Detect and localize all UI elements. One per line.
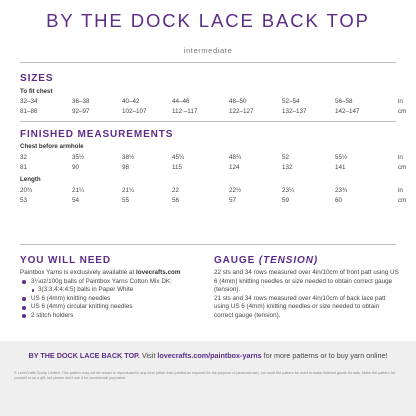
measurement-cell: 38½ <box>122 154 135 161</box>
list-item <box>20 278 210 287</box>
gauge-heading-tension: (TENSION) <box>258 255 319 266</box>
size-cell: 48–50 <box>229 98 247 105</box>
size-cell: 132–137 <box>282 108 307 115</box>
finished-measurements-heading: FINISHED MEASUREMENTS <box>20 129 174 140</box>
measurement-cell: 32 <box>20 154 28 161</box>
size-cell: 32–34 <box>20 98 38 105</box>
size-cell: 102–107 <box>122 108 147 115</box>
gauge-front-text: 22 sts and 34 rows measured over 4in/10cm of front patt using US 6 (4mm) knitting needles or size needed to obtain correct gauge (tension). <box>214 269 399 294</box>
page-title: BY THE DOCK LACE BACK TOP <box>46 10 370 31</box>
measurement-cell: 90 <box>72 164 80 171</box>
unit-cell: cm <box>398 164 407 171</box>
list-item <box>20 286 210 295</box>
size-cell: 40–42 <box>122 98 140 105</box>
sub-bullet-icon <box>32 289 34 291</box>
list-item <box>20 303 210 312</box>
measurement-cell: 115 <box>172 164 183 171</box>
list-item-text: 3¼oz/100g balls of Paintbox Yarns Cotton Mix DK: <box>31 277 172 285</box>
footer-tail-text: for more patterns or to buy yarn online! <box>261 351 388 360</box>
sizes-heading: SIZES <box>20 73 54 84</box>
list-item-text: US 6 (4mm) knitting needles <box>31 294 111 302</box>
measurement-cell: 132 <box>282 164 293 171</box>
measurement-cell: 141 <box>335 164 346 171</box>
size-cell: 92–97 <box>72 108 90 115</box>
length-label: Length <box>20 176 41 183</box>
gauge-heading <box>214 255 400 266</box>
measurement-cell: 59 <box>282 197 290 204</box>
footer-title: BY THE DOCK LACE BACK TOP. <box>28 351 140 360</box>
difficulty-level: intermediate <box>183 46 233 55</box>
to-fit-chest-label: To fit chest <box>20 88 53 95</box>
gauge-heading-text: GAUGE <box>214 255 256 266</box>
length-row-cm <box>20 197 407 206</box>
you-will-need-heading: YOU WILL NEED <box>20 255 111 266</box>
bullet-icon <box>22 306 26 310</box>
list-item <box>20 312 210 321</box>
size-cell: 142–147 <box>335 108 360 115</box>
availability-note <box>20 269 210 278</box>
sizes-row-in <box>20 98 403 107</box>
chest-row-in <box>20 154 403 163</box>
measurement-cell: 52 <box>282 154 290 161</box>
list-item <box>20 295 210 304</box>
materials-list <box>20 278 210 321</box>
size-cell: 36–38 <box>72 98 90 105</box>
measurement-cell: 23¼ <box>282 187 295 194</box>
measurement-cell: 22 <box>172 187 180 194</box>
measurement-cell: 20¾ <box>20 187 33 194</box>
size-cell: 56–58 <box>335 98 353 105</box>
size-cell: 52–54 <box>282 98 300 105</box>
list-item-text: 3(3:3:4:4:4:5) balls in Paper White <box>38 286 134 294</box>
measurement-cell: 53 <box>20 197 28 204</box>
size-cell: 112 –117 <box>172 108 198 115</box>
unit-cell: in <box>398 154 403 161</box>
measurement-cell: 57 <box>229 197 237 204</box>
footer-link[interactable]: lovecrafts.com/paintbox-yarns <box>157 351 262 360</box>
sizes-row-cm <box>20 108 407 117</box>
measurements-divider <box>20 244 396 245</box>
measurement-cell: 81 <box>20 164 28 171</box>
length-row-in <box>20 187 403 196</box>
footer-promo <box>0 351 416 360</box>
measurement-cell: 60 <box>335 197 343 204</box>
size-cell: 44–46 <box>172 98 190 105</box>
title-divider <box>20 62 396 63</box>
list-item-text: 2 stitch holders <box>31 311 74 319</box>
measurement-cell: 21¼ <box>122 187 135 194</box>
footer-visit-text: Visit <box>139 351 158 360</box>
measurement-cell: 98 <box>122 164 130 171</box>
unit-cell: cm <box>398 108 407 115</box>
availability-text: Paintbox Yarns is exclusively available at <box>20 269 136 276</box>
measurement-cell: 124 <box>229 164 240 171</box>
measurement-cell: 54 <box>72 197 80 204</box>
unit-cell: in <box>398 98 403 105</box>
you-will-need-section <box>20 255 210 321</box>
measurement-cell: 45¼ <box>172 154 185 161</box>
chest-before-armhole-label: Chest before armhole <box>20 143 84 150</box>
gauge-back-text: 21 sts and 34 rows measured over 4in/10cm of back lace patt using US 6 (4mm) knitting needles or size needed to obtain correct gauge (tension). <box>214 294 386 319</box>
bullet-icon <box>22 297 26 301</box>
chest-row-cm <box>20 164 407 173</box>
bullet-icon <box>22 314 26 318</box>
size-cell: 122–127 <box>229 108 254 115</box>
measurement-cell: 21¼ <box>72 187 85 194</box>
measurement-cell: 55½ <box>335 154 348 161</box>
list-item-text: US 6 (4mm) circular knitting needles <box>31 303 133 311</box>
unit-cell: in <box>398 187 403 194</box>
measurement-cell: 35½ <box>72 154 85 161</box>
measurement-cell: 56 <box>172 197 180 204</box>
measurement-cell: 23¾ <box>335 187 348 194</box>
sizes-divider <box>20 121 396 122</box>
size-cell: 81–86 <box>20 108 38 115</box>
unit-cell: cm <box>398 197 407 204</box>
copyright-notice: © LoveCrafts Group Limited. This pattern may not be resold or reproduced in any form (other than printed as required for the purpose of personal use), nor must the pattern be used to make finished goods for sale. Make the pattern for yourself or as a gift, but please don't use it for commercial purposes! <box>14 371 396 380</box>
gauge-section <box>214 255 400 321</box>
measurement-cell: 48¾ <box>229 154 242 161</box>
measurement-cell: 22½ <box>229 187 242 194</box>
measurement-cell: 55 <box>122 197 130 204</box>
bullet-icon <box>22 280 26 284</box>
lovecrafts-link[interactable]: lovecrafts.com <box>135 269 181 276</box>
